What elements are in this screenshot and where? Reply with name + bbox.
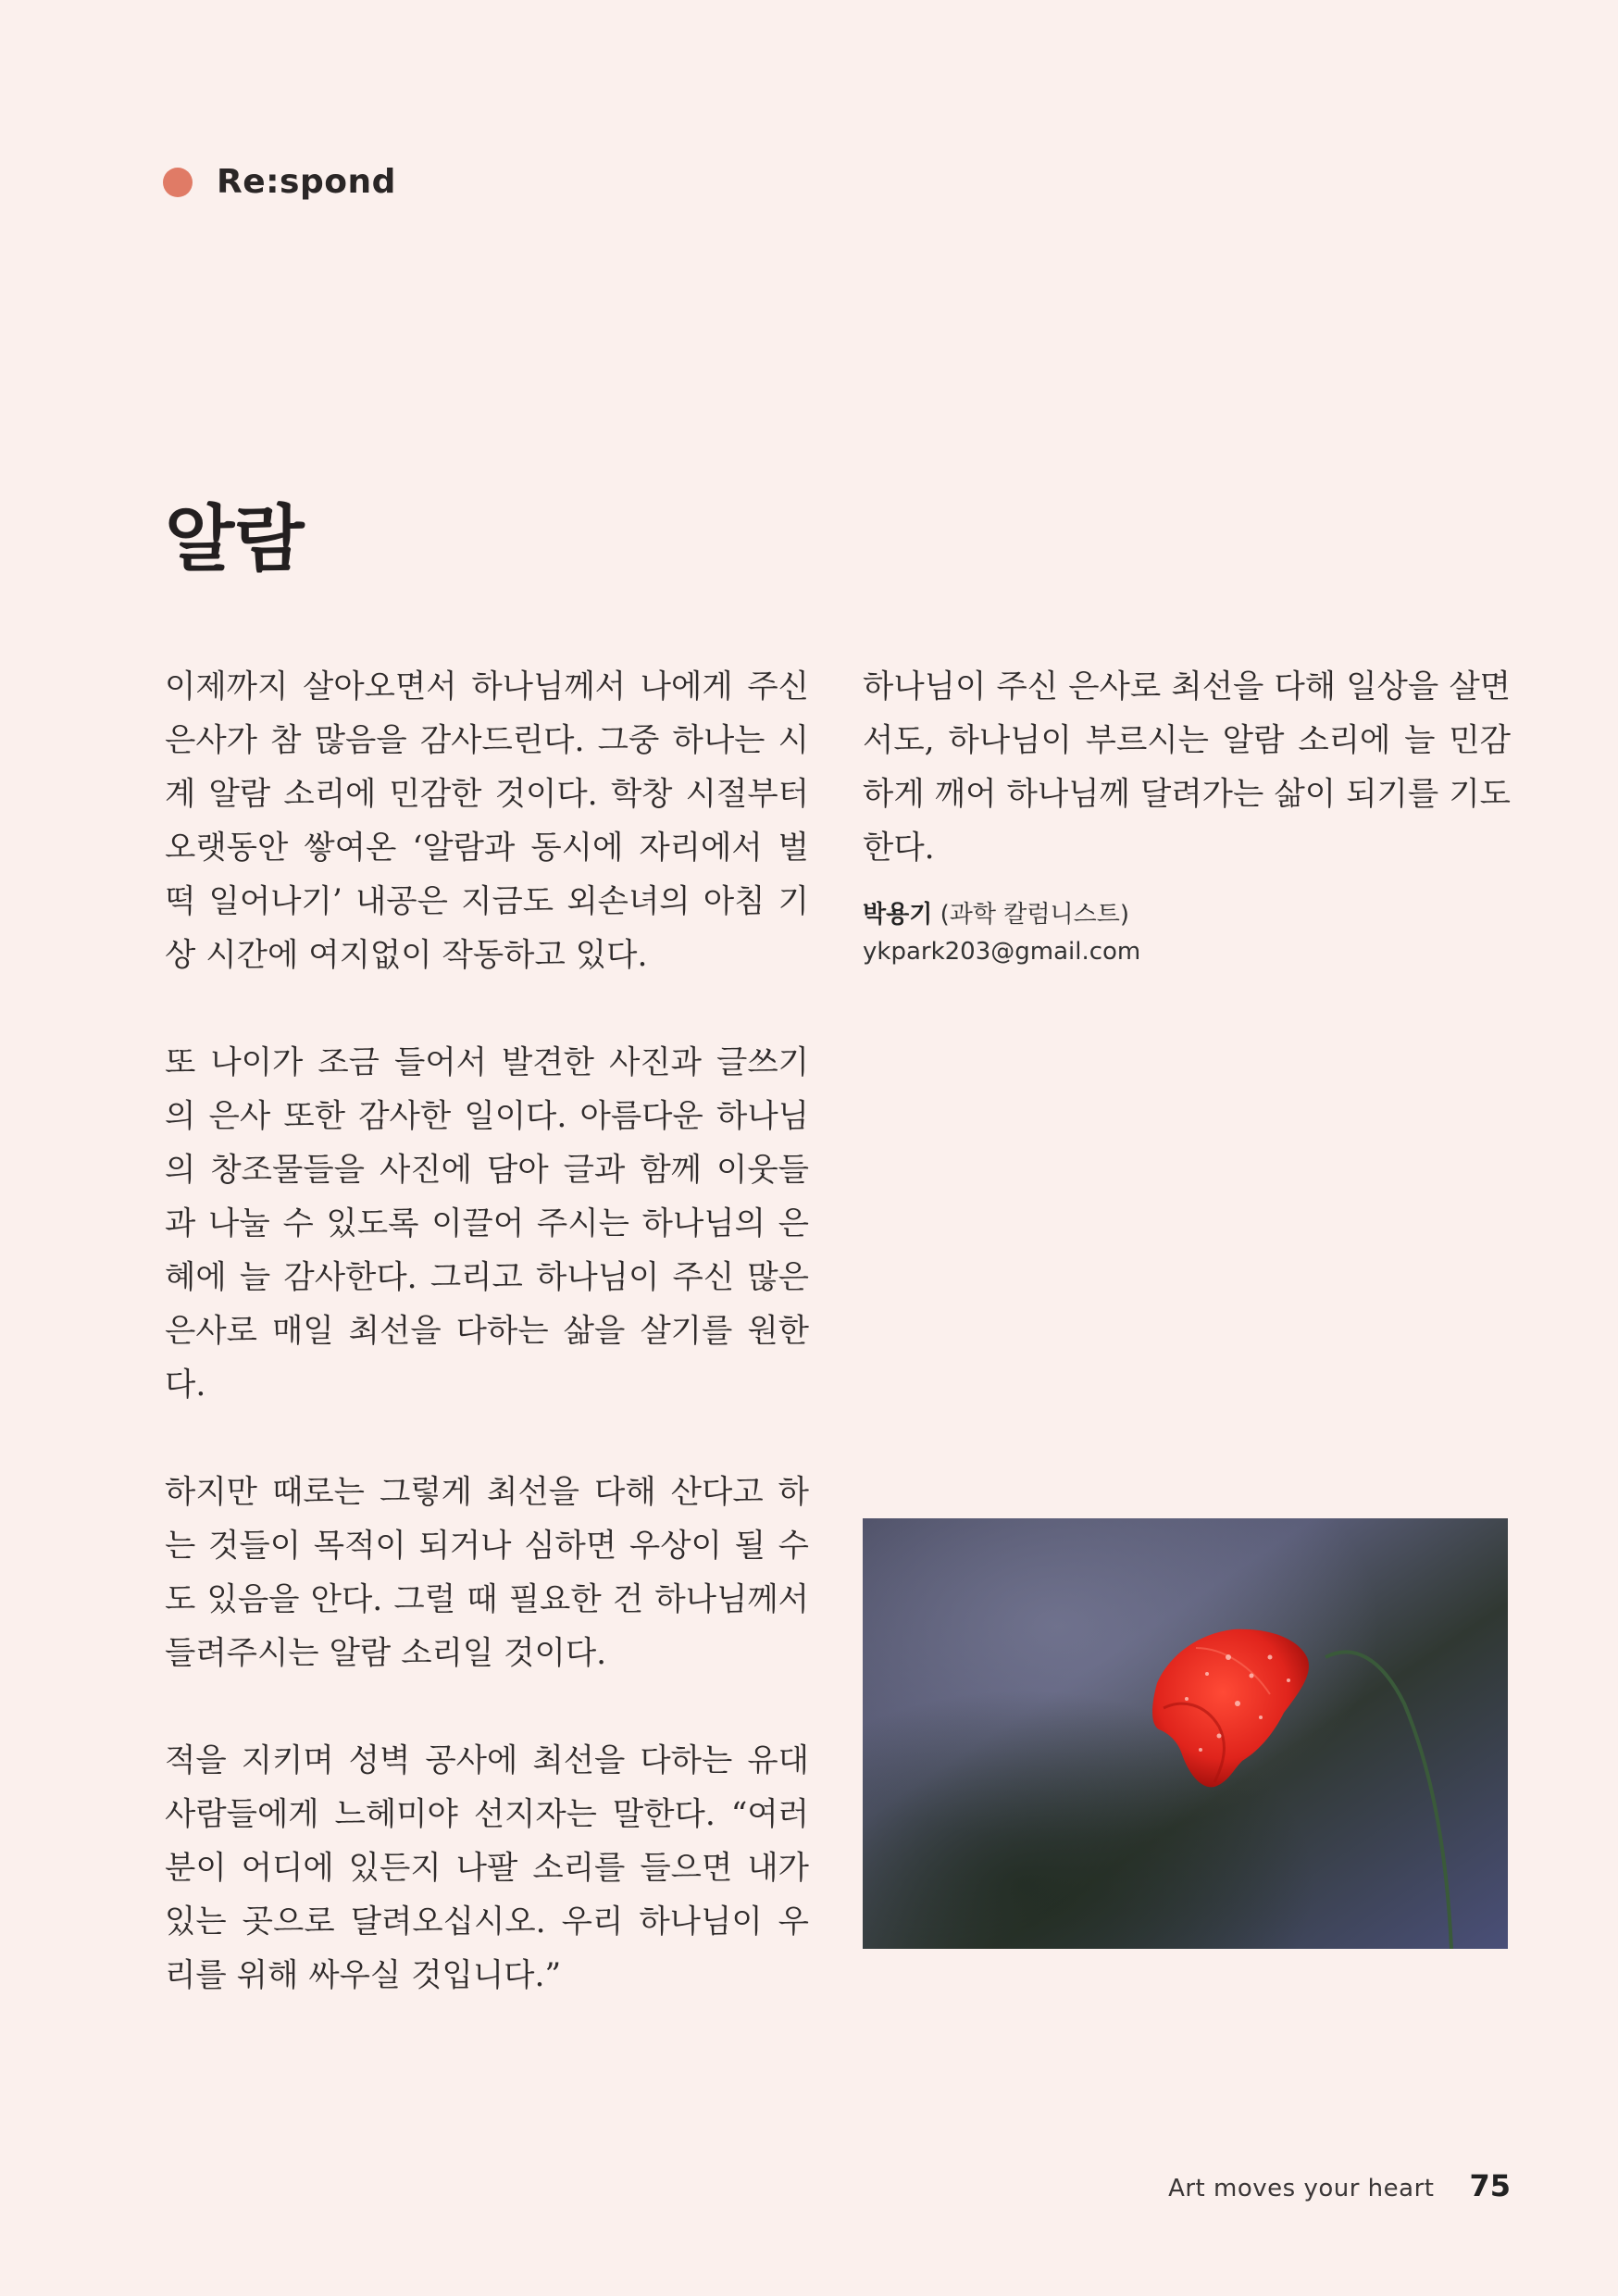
article-paragraph: 하나님이 주신 은사로 최선을 다해 일상을 살면서도, 하나님이 부르시는 알람 소리에 늘 민감하게 깨어 하나님께 달려가는 삶이 되기를 기도한다. [863,668,1511,867]
article-paragraph: 이제까지 살아오면서 하나님께서 나에게 주신 은사가 참 많음을 감사드린다. 그중 하나는 시계 알람 소리에 민감한 것이다. 학창 시절부터 오랫동안 쌓여온 ‘알람과 동시에 자리에서 벌떡 일어나기’ 내공은 지금도 외손녀의 아침 기상 시간에 여지없이 작동하고 있다. [165,668,809,974]
page-footer [1168,2168,1511,2203]
article-column-right [863,660,1511,929]
section-dot-icon [163,168,193,197]
article-paragraph: 적을 지키며 성벽 공사에 최선을 다하는 유대 사람들에게 느헤미야 선지자는 말한다. “여러분이 어디에 있든지 나팔 소리를 들으면 내가 있는 곳으로 달려오십시오. 우리 하나님이 우리를 위해 싸우실 것입니다.” [165,1742,809,1994]
author-role: (과학 칼럼니스트) [940,901,1129,929]
author-byline [863,896,1140,970]
article-title: 알람 [165,497,305,581]
article-paragraph: 또 나이가 조금 들어서 발견한 사진과 글쓰기의 은사 또한 감사한 일이다. 아름다운 하나님의 창조물들을 사진에 담아 글과 함께 이웃들과 나눌 수 있도록 이끌어 주시는 하나님의 은혜에 늘 감사한다. 그리고 하나님이 주신 많은 은사로 매일 최선을 다하는 삶을 살기를 원한다. [165,1044,809,1404]
author-email: ykpark203@gmail.com [863,938,1141,966]
article-paragraph: 하지만 때로는 그렇게 최선을 다해 산다고 하는 것들이 목적이 되거나 심하면 우상이 될 수도 있음을 안다. 그럴 때 필요한 건 하나님께서 들려주시는 알람 소리일 것이다. [165,1474,809,1672]
section-tag [163,163,396,201]
article-column-left [165,660,809,2056]
footer-tagline: Art moves your heart [1168,2175,1435,2202]
page-number: 75 [1469,2168,1511,2203]
section-label: Re:spond [217,163,396,201]
author-name: 박용기 [863,901,933,929]
poppy-flower-image [863,1518,1508,1949]
poppy-photo [863,1518,1508,1949]
